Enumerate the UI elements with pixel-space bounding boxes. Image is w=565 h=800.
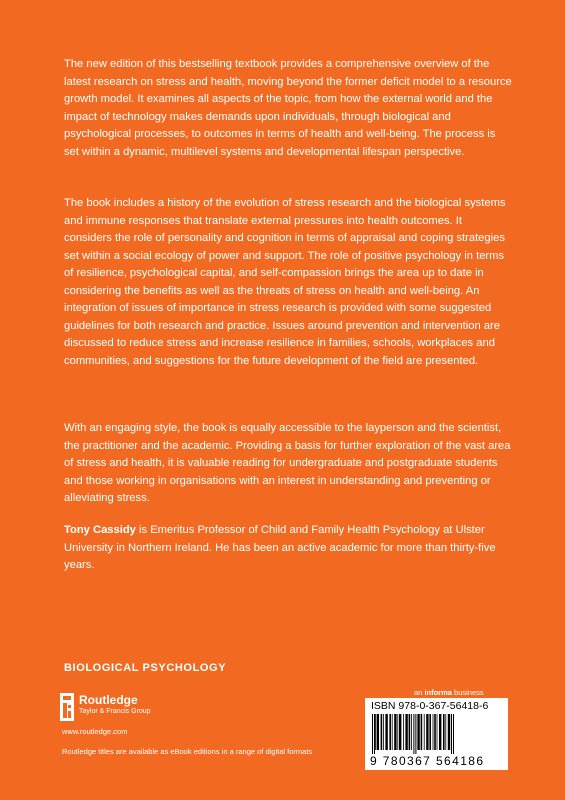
barcode-bar — [421, 714, 423, 750]
description-paragraph-2: The book includes a history of the evolution of stress research and the biological systems and immune responses that translate external pressures into health outcomes. It considers the role of personality and cognition in terms of appraisal and coping strategies set within a social ecology of power and support. The role of positive psychology in terms of resilience, psychological capital, and self-compassion brings the area up to date in considering the benefits as well as the threats of stress on health and well-being. An integration of issues of importance in stress research is provided with some suggested guidelines for both research and practice. Issues around prevention and intervention are discussed to reduce stress and increase resilience in families, schools, workplaces and communities, and suggestions for the future development of the field are presented. — [64, 197, 506, 367]
barcode-bar — [405, 714, 407, 750]
informa-prefix: an — [414, 688, 425, 697]
barcode-bar — [399, 714, 401, 750]
barcode-bar — [411, 714, 412, 750]
barcode-bar — [434, 714, 436, 750]
subject-category: BIOLOGICAL PSYCHOLOGY — [64, 662, 227, 674]
barcode-bar — [409, 714, 411, 750]
author-bio-text: is Emeritus Professor of Child and Family Health Psychology at Ulster University in Northern Ireland. He has been an active academic for more than thirty-five years. — [64, 524, 496, 571]
barcode-bar — [394, 714, 396, 750]
barcode-bar — [374, 714, 375, 754]
barcode-bar — [403, 714, 404, 750]
barcode-bar — [381, 714, 383, 750]
barcode-bar — [439, 714, 441, 750]
barcode-bar — [413, 714, 414, 754]
barcode-bar — [372, 714, 373, 754]
publisher-website: www.routledge.com — [62, 727, 128, 736]
description-paragraph-1: The new edition of this bestselling textbook provides a comprehensive overview of the latest research on stress and health, moving beyond the former deficit model to a resource growth model. It examines all aspects of the topic, from how the external world and the impact of technology makes demands upon individuals, through biological and psychological processes, to outcomes in terms of health and well-being. The process is set within a dynamic, multilevel systems and developmental lifespan perspective. — [64, 58, 512, 158]
publisher-logo — [60, 693, 151, 721]
ebook-note: Routledge titles are available as eBook editions in a range of digital formats — [62, 747, 313, 756]
description-paragraph-3: With an engaging style, the book is equally accessible to the layperson and the scientist, the practitioner and the academic. Providing a basis for further exploration of the vast area of stress and health, it is valuable reading for undergraduate and postgraduate students and those working in organisations with an interest in understanding and preventing or alleviating stress. — [64, 422, 511, 504]
barcode-digits: 9 780367 564186 — [370, 754, 485, 768]
isbn-barcode-panel — [365, 698, 508, 770]
barcode-bar — [453, 714, 454, 754]
barcode-bar — [448, 714, 450, 750]
barcode-bar — [383, 714, 384, 750]
publisher-name: Routledge — [79, 693, 138, 707]
barcode-bar — [424, 714, 425, 750]
barcode-bar — [417, 714, 419, 750]
informa-suffix: business — [451, 688, 484, 697]
barcode-bar — [397, 714, 398, 750]
routledge-logo-icon — [60, 693, 74, 721]
barcode-bar — [437, 714, 438, 750]
barcode-bar — [392, 714, 393, 750]
barcode-bar — [389, 714, 391, 750]
barcode-bar — [426, 714, 428, 750]
barcode-bar — [429, 714, 431, 750]
barcode-bar — [443, 714, 445, 750]
barcode-bar — [451, 714, 452, 754]
publisher-group: Taylor & Francis Group — [79, 708, 151, 715]
informa-business-label — [414, 688, 484, 697]
barcode-bar — [385, 714, 387, 750]
author-bio — [64, 522, 512, 575]
barcode-bar — [433, 714, 434, 750]
barcode-bar — [415, 714, 416, 754]
barcode-icon — [370, 714, 503, 754]
author-name: Tony Cassidy — [64, 524, 136, 536]
barcode-bar — [445, 714, 446, 750]
informa-brand: informa — [424, 688, 452, 697]
isbn-label: ISBN 978-0-367-56418-6 — [371, 700, 489, 712]
barcode-bar — [375, 714, 376, 750]
barcode-bar — [377, 714, 379, 750]
